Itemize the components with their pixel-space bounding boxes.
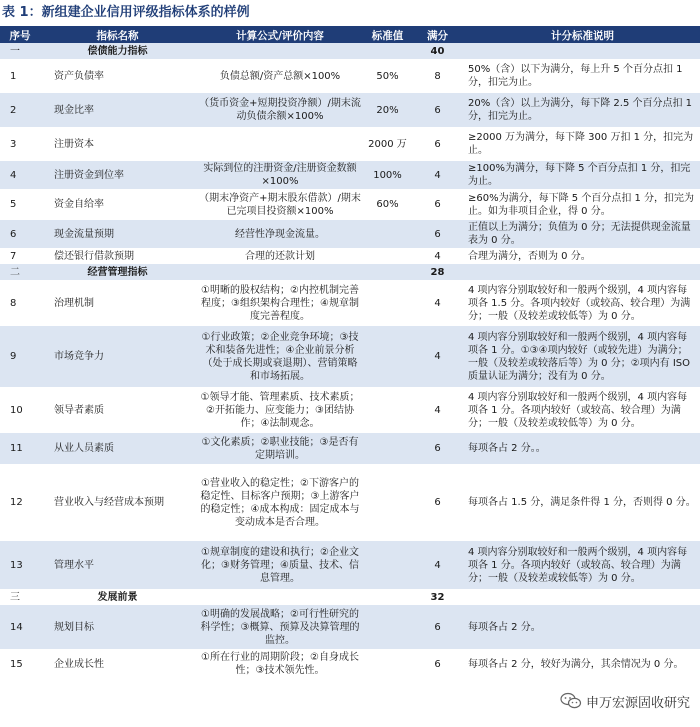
cell-seq: 三 (0, 589, 40, 605)
cell-name: 注册资本 (40, 127, 195, 161)
cell-standard (365, 589, 410, 605)
table-row (0, 605, 700, 649)
cell-score: 8 (410, 59, 465, 93)
cell-name: 经营管理指标 (40, 264, 195, 280)
cell-standard: 50% (365, 59, 410, 93)
section-row (0, 589, 700, 605)
header-seq: 序号 (0, 27, 40, 43)
cell-standard (365, 433, 410, 464)
cell-desc (465, 43, 700, 59)
watermark (556, 689, 694, 713)
cell-seq: 11 (0, 433, 40, 464)
cell-seq: 2 (0, 93, 40, 127)
section-row (0, 43, 700, 59)
cell-score: 4 (410, 248, 465, 264)
cell-name: 营业收入与经营成本预期 (40, 464, 195, 541)
cell-name: 发展前景 (40, 589, 195, 605)
cell-standard (365, 280, 410, 326)
cell-desc: ≥2000 万为满分，每下降 300 万扣 1 分，扣完为止。 (465, 127, 700, 161)
section-row (0, 264, 700, 280)
cell-formula: ①规章制度的建设和执行；②企业文化；③财务管理；④质量、技术、信息管理。 (195, 541, 365, 589)
cell-score: 32 (410, 589, 465, 605)
cell-seq: 8 (0, 280, 40, 326)
cell-name: 治理机制 (40, 280, 195, 326)
cell-seq: 13 (0, 541, 40, 589)
cell-formula: （期末净资产+期末股东借款）/期末已完项目投资额×100% (195, 189, 365, 220)
cell-score: 6 (410, 220, 465, 248)
table-title: 表 1：新组建企业信用评级指标体系的样例 (0, 0, 700, 27)
cell-formula (195, 589, 365, 605)
table-row (0, 93, 700, 127)
cell-standard (365, 605, 410, 649)
cell-standard (365, 220, 410, 248)
cell-formula (195, 127, 365, 161)
cell-standard (365, 43, 410, 59)
header-standard: 标准值 (365, 27, 410, 43)
header-formula: 计算公式/评价内容 (195, 27, 365, 43)
table-row (0, 433, 700, 464)
cell-desc: 每项各占 1.5 分，满足条件得 1 分，否则得 0 分。 (465, 464, 700, 541)
cell-formula: ①行业政策；②企业竞争环境；③技术和装备先进性；④企业前景分析（处于成长期或衰退期）、营销策略和市场拓展。 (195, 326, 365, 387)
cell-desc: 正值以上为满分；负值为 0 分；无法提供现金流量表为 0 分。 (465, 220, 700, 248)
table-row (0, 161, 700, 189)
cell-seq: 15 (0, 649, 40, 679)
table-row (0, 541, 700, 589)
cell-seq: 9 (0, 326, 40, 387)
cell-standard (365, 248, 410, 264)
cell-standard: 20% (365, 93, 410, 127)
cell-desc: 每项各占 2 分。 (465, 605, 700, 649)
table-row (0, 649, 700, 679)
cell-standard (365, 464, 410, 541)
cell-formula: 合理的还款计划 (195, 248, 365, 264)
cell-seq: 10 (0, 387, 40, 433)
cell-seq: 6 (0, 220, 40, 248)
cell-score: 6 (410, 127, 465, 161)
cell-desc: 50%（含）以下为满分，每上升 5 个百分点扣 1 分，扣完为止。 (465, 59, 700, 93)
header-name: 指标名称 (40, 27, 195, 43)
cell-name: 规划目标 (40, 605, 195, 649)
cell-seq: 3 (0, 127, 40, 161)
cell-seq: 1 (0, 59, 40, 93)
cell-desc: 4 项内容分别取较好和一般两个级别，4 项内容每项各 1 分。各项内较好（或较高、较合理）为满分；一般（及较差或较低等）为 0 分。 (465, 387, 700, 433)
cell-desc: 每项各占 2 分，较好为满分，其余情况为 0 分。 (465, 649, 700, 679)
cell-score: 40 (410, 43, 465, 59)
cell-name: 从业人员素质 (40, 433, 195, 464)
cell-desc (465, 264, 700, 280)
cell-score: 4 (410, 387, 465, 433)
cell-seq: 5 (0, 189, 40, 220)
cell-name: 领导者素质 (40, 387, 195, 433)
cell-standard (365, 387, 410, 433)
cell-desc: 4 项内容分别取较好和一般两个级别，4 项内容每项各 1 分。①③④项内较好（或较先进）为满分；一般（及较差或较落后等）为 0 分；②项内有 ISO 质量认证为满分；没有为 0 分。 (465, 326, 700, 387)
cell-standard: 100% (365, 161, 410, 189)
table-row (0, 280, 700, 326)
cell-desc: ≥60%为满分，每下降 5 个百分点扣 1 分，扣完为止。如为非项目企业，得 0 分。 (465, 189, 700, 220)
cell-seq: 一 (0, 43, 40, 59)
cell-name: 现金流量预期 (40, 220, 195, 248)
cell-formula: ①明确的发展战略；②可行性研究的科学性；③概算、预算及决算管理的监控。 (195, 605, 365, 649)
cell-desc (465, 589, 700, 605)
cell-name: 注册资金到位率 (40, 161, 195, 189)
cell-name: 偿债能力指标 (40, 43, 195, 59)
cell-formula (195, 264, 365, 280)
cell-standard (365, 541, 410, 589)
table-row (0, 127, 700, 161)
cell-formula: ①领导才能、管理素质、技术素质；②开拓能力、应变能力；③团结协作；④法制观念。 (195, 387, 365, 433)
rating-index-table (0, 27, 700, 679)
cell-formula: （货币资金+短期投资净额）/期末流动负债余额×100% (195, 93, 365, 127)
cell-name: 偿还银行借款预期 (40, 248, 195, 264)
cell-desc: 4 项内容分别取较好和一般两个级别，4 项内容每项各 1.5 分。各项内较好（或较高、较合理）为满分；一般（及较差或较低等）为 0 分。 (465, 280, 700, 326)
cell-standard (365, 326, 410, 387)
cell-formula: 实际到位的注册资金/注册资金数额×100% (195, 161, 365, 189)
cell-score: 6 (410, 433, 465, 464)
cell-name: 现金比率 (40, 93, 195, 127)
cell-seq: 二 (0, 264, 40, 280)
cell-score: 4 (410, 161, 465, 189)
cell-formula: ①所在行业的周期阶段；②自身成长性；③技术领先性。 (195, 649, 365, 679)
table-row (0, 248, 700, 264)
cell-seq: 4 (0, 161, 40, 189)
cell-seq: 12 (0, 464, 40, 541)
wechat-icon (560, 692, 582, 710)
watermark-text: 申万宏源固收研究 (585, 695, 690, 711)
cell-name: 市场竞争力 (40, 326, 195, 387)
cell-score: 6 (410, 464, 465, 541)
table-header-row (0, 27, 700, 43)
cell-standard (365, 649, 410, 679)
table-row (0, 326, 700, 387)
cell-standard (365, 264, 410, 280)
cell-name: 企业成长性 (40, 649, 195, 679)
cell-seq: 14 (0, 605, 40, 649)
table-row (0, 189, 700, 220)
cell-standard: 2000 万 (365, 127, 410, 161)
cell-score: 4 (410, 280, 465, 326)
cell-name: 资产负债率 (40, 59, 195, 93)
cell-seq: 7 (0, 248, 40, 264)
cell-desc: 每项各占 2 分。。 (465, 433, 700, 464)
cell-score: 4 (410, 326, 465, 387)
cell-formula: 负债总额/资产总额×100% (195, 59, 365, 93)
cell-score: 6 (410, 649, 465, 679)
table-row (0, 464, 700, 541)
cell-formula: ①文化素质；②职业技能；③是否有定期培训。 (195, 433, 365, 464)
cell-desc: ≥100%为满分，每下降 5 个百分点扣 1 分，扣完为止。 (465, 161, 700, 189)
cell-formula: 经营性净现金流量。 (195, 220, 365, 248)
cell-desc: 4 项内容分别取较好和一般两个级别，4 项内容每项各 1 分。各项内较好（或较高、较合理）为满分；一般（及较差或较低等）为 0 分。 (465, 541, 700, 589)
table-row (0, 220, 700, 248)
cell-score: 6 (410, 93, 465, 127)
table-row (0, 59, 700, 93)
header-score: 满分 (410, 27, 465, 43)
cell-standard: 60% (365, 189, 410, 220)
table-row (0, 387, 700, 433)
cell-formula: ①营业收入的稳定性；②下游客户的稳定性、目标客户预期；③上游客户的稳定性；④成本构成：固定成本与变动成本是否合理。 (195, 464, 365, 541)
header-desc: 计分标准说明 (465, 27, 700, 43)
cell-desc: 20%（含）以上为满分，每下降 2.5 个百分点扣 1 分，扣完为止。 (465, 93, 700, 127)
cell-formula: ①明晰的股权结构；②内控机制完善程度；③组织架构合理性；④规章制度完善程度。 (195, 280, 365, 326)
cell-score: 4 (410, 541, 465, 589)
cell-desc: 合理为满分，否则为 0 分。 (465, 248, 700, 264)
cell-name: 资金自给率 (40, 189, 195, 220)
cell-score: 6 (410, 189, 465, 220)
cell-score: 28 (410, 264, 465, 280)
cell-score: 6 (410, 605, 465, 649)
cell-name: 管理水平 (40, 541, 195, 589)
cell-formula (195, 43, 365, 59)
